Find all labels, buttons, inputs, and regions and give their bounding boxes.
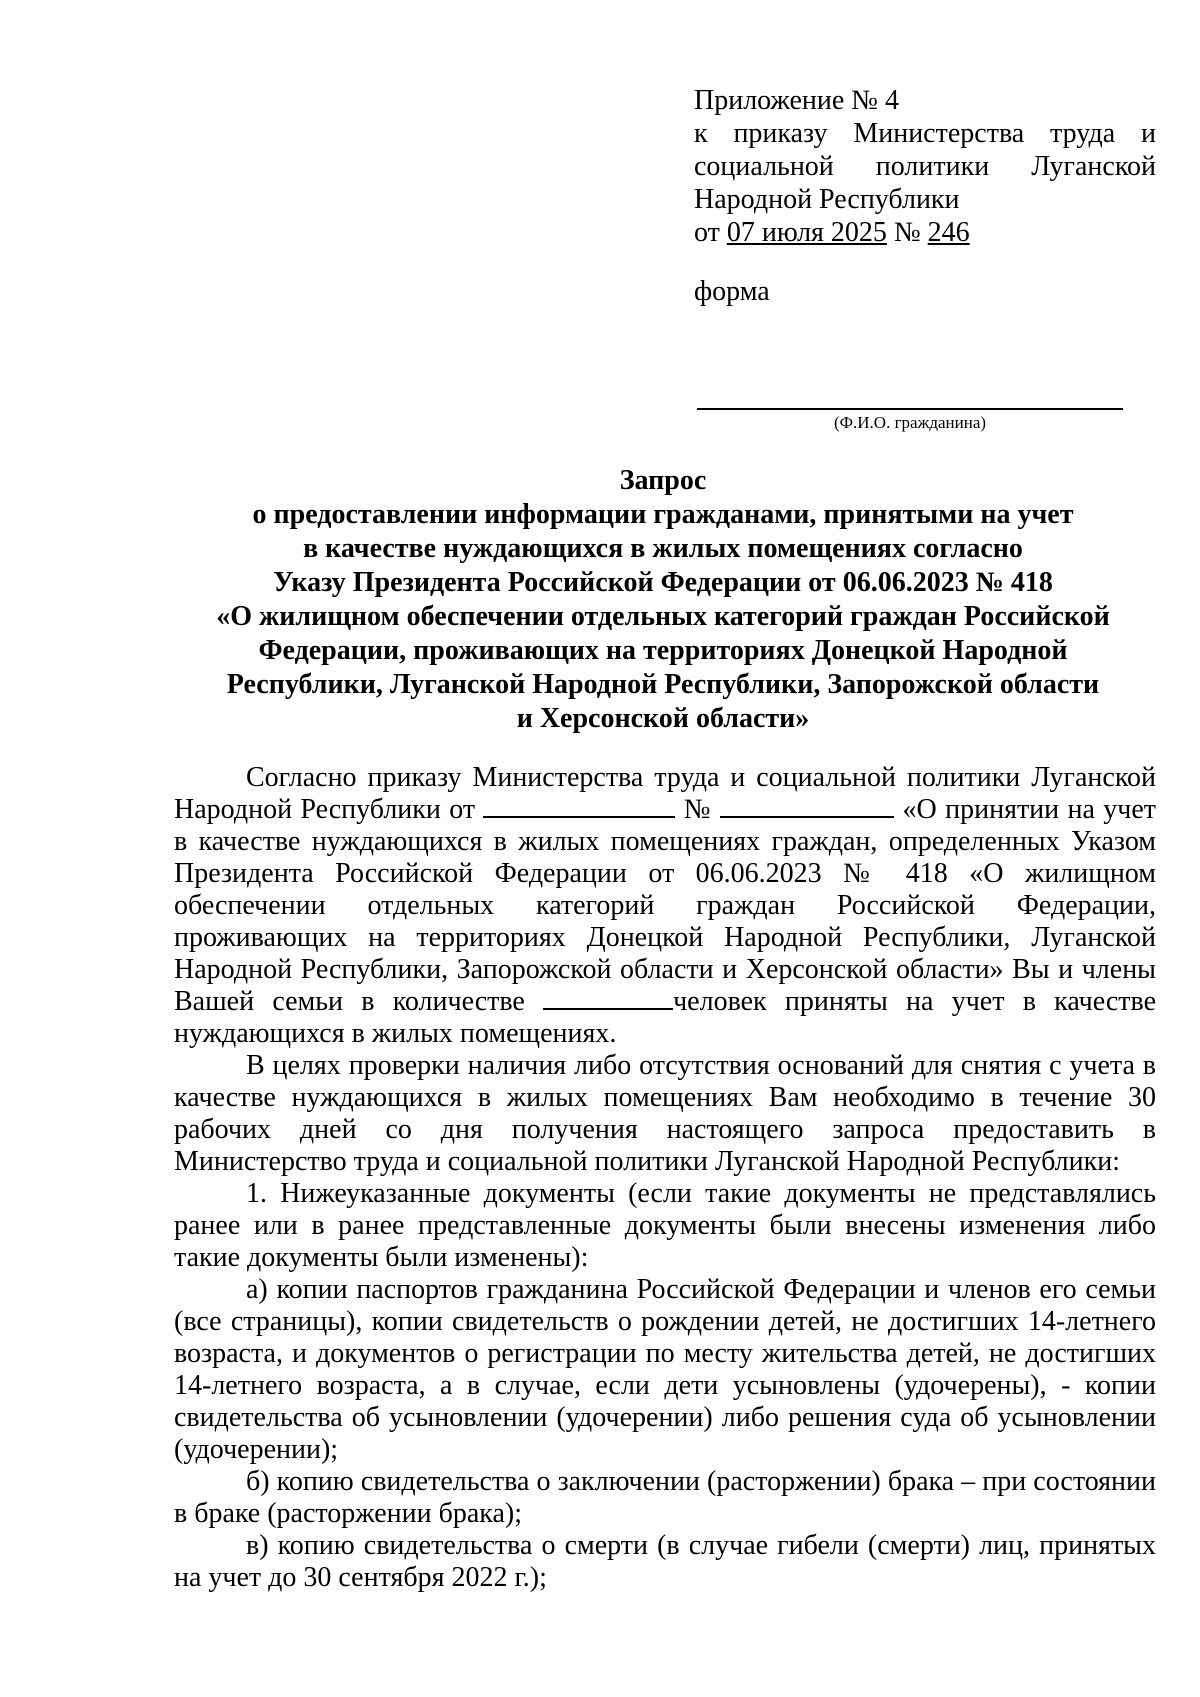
title-line: «О жилищном обеспечении отдельных категорий граждан Российской [216,601,1110,632]
title-line: Федерации, проживающих на территориях Донецкой Народной [258,635,1068,666]
order-number-blank [720,794,894,818]
title-line: Запрос [619,465,707,496]
title-line: и Херсонской области» [516,703,810,734]
date-prefix: от [694,217,727,248]
appendix-date-line [694,216,1156,249]
family-count-blank [543,986,673,1010]
form-label: форма [694,276,770,307]
appendix-order-line: к приказу Министерства труда и [694,118,1156,149]
paragraph-text: человек приняты на учет в качестве нуждающихся в жилых помещениях. [174,986,1157,1049]
title-line: о предоставлении информации гражданами, принятыми на учет [252,499,1074,530]
paragraph-text: Согласно приказу Министерства труда и социальной политики Луганской Народной Республики от [174,762,1156,825]
paragraph-text: № [675,794,721,825]
appendix-number: Приложение № 4 [694,85,899,116]
title-line: Республики, Луганской Народной Республики, Запорожской области [226,669,1100,700]
number-label: № [886,217,928,248]
title-line: Указу Президента Российской Федерации от 06.06.2023 № 418 [273,567,1053,598]
order-date: 07 июля 2025 [726,217,887,248]
appendix-header [694,84,1156,308]
appendix-ministry-line: социальной политики Луганской [694,151,1156,182]
paragraph-item-1: 1. Нижеуказанные документы (если такие документы не представлялись ранее или в ранее представленные документы были внесены изменения либо такие документы были изменены): [174,1178,1156,1273]
title-line: в качестве нуждающихся в жилых помещениях согласно [303,533,1023,564]
order-number: 246 [927,217,970,248]
paragraph-item-b: б) копию свидетельства о заключении (расторжении) брака – при состоянии в браке (расторжении брака); [174,1466,1156,1529]
citizen-name-caption: (Ф.И.О. гражданина) [833,413,987,432]
document-title [170,464,1156,736]
citizen-name-line [697,408,1123,410]
order-date-blank [483,794,675,818]
paragraph-text: «О принятии на учет в качестве нуждающихся в жилых помещениях граждан, определенных Указом Президента Российской Федерации от 06.06.2023 № 418 «О жилищном обеспечении отдельных категорий граждан Российской Федерации, проживающих на территориях Донецкой Народной Республики, Луганской Народной Республики, Запорожской области и Херсонской области» Вы и члены Вашей семьи в количестве [174,794,1157,1017]
paragraph-item-v: в) копию свидетельства о смерти (в случае гибели (смерти) лиц, принятых на учет до 30 сентября 2022 г.); [174,1530,1156,1593]
paragraph-request: В целях проверки наличия либо отсутствия оснований для снятия с учета в качестве нуждающихся в жилых помещениях Вам необходимо в течение 30 рабочих дней со дня получения настоящего запроса предоставить в Министерство труда и социальной политики Луганской Народной Республики: [174,1050,1156,1177]
appendix-republic-line: Народной Республики [694,184,960,215]
paragraph-order-reference [174,762,1156,1050]
paragraph-item-a: а) копии паспортов гражданина Российской Федерации и членов его семьи (все страницы), копии свидетельств о рождении детей, не достигших 14-летнего возраста, и документов о регистрации по месту жительства детей, не достигших 14-летнего возраста, а в случае, если дети усыновлены (удочерены), - копии свидетельства об усыновлении (удочерении) либо решения суда об усыновлении (удочерении); [174,1274,1156,1465]
document-body [174,762,1156,1594]
